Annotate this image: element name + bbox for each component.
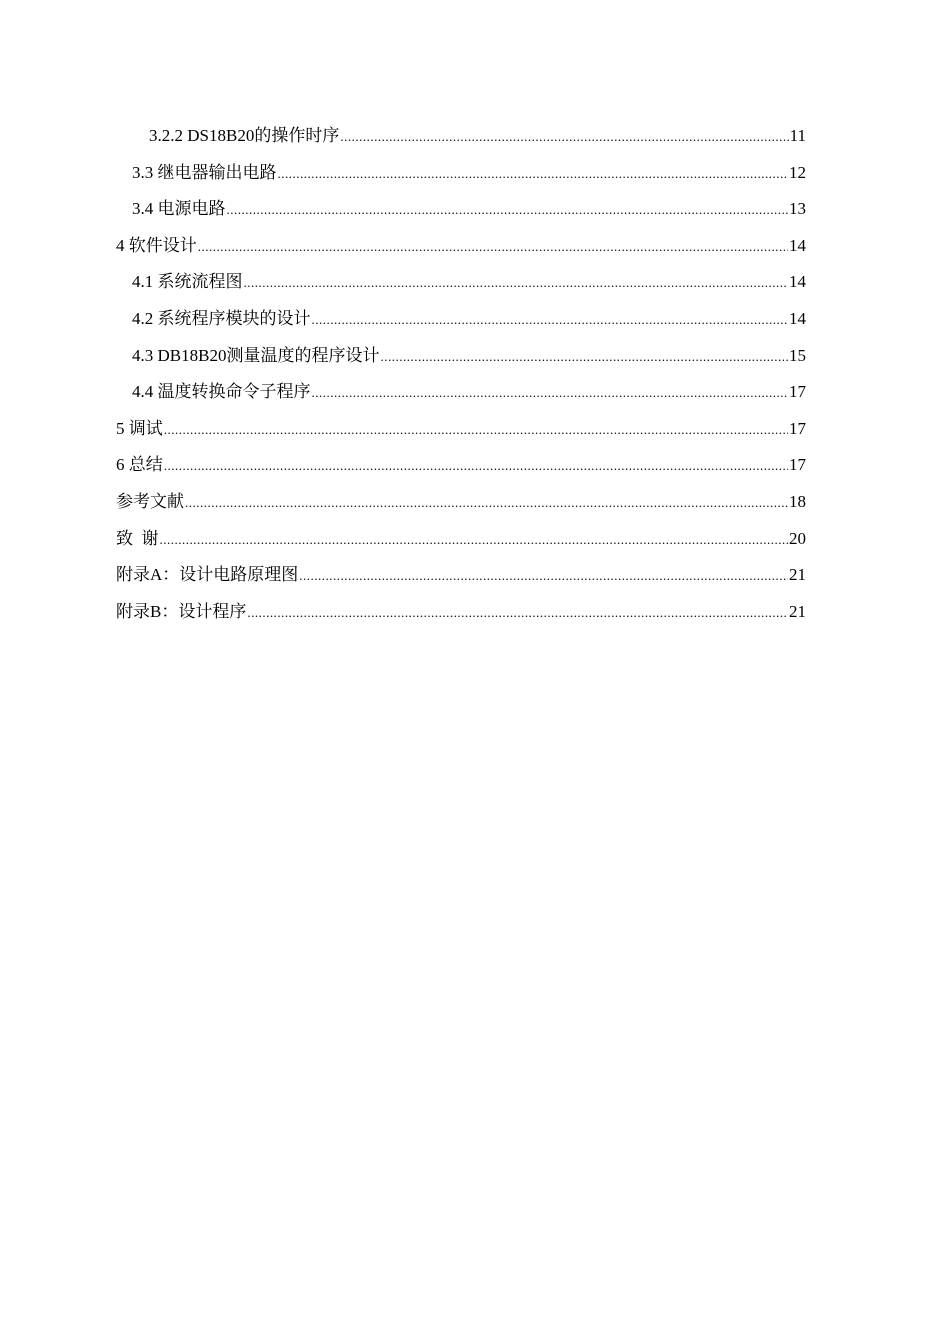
toc-dot-leader — [278, 160, 789, 188]
toc-entry-page: 11 — [789, 126, 806, 145]
toc-dot-leader — [312, 306, 789, 334]
toc-entry-page: 21 — [789, 565, 806, 585]
toc-entry-page: 14 — [789, 272, 806, 292]
toc-entry-title: 4.1 系统流程图 — [132, 272, 243, 292]
toc-dot-leader — [247, 599, 788, 627]
toc-entry-title: 3.4 电源电路 — [132, 199, 226, 219]
toc-dot-leader — [299, 562, 788, 590]
toc-entry[interactable] — [116, 342, 806, 379]
toc-entry-page: 21 — [789, 601, 806, 621]
toc-entry-title: 附录A：设计电路原理图 — [116, 565, 299, 585]
toc-entry[interactable] — [116, 305, 806, 342]
toc-entry-title: 附录B：设计程序 — [116, 601, 247, 621]
toc-dot-leader — [340, 123, 788, 151]
toc-entry-title: 致 谢 — [116, 528, 159, 548]
toc-entry-page: 17 — [789, 382, 806, 402]
toc-entry[interactable] — [116, 415, 806, 452]
toc-entry-title: 3.2.2 DS18B20的操作时序 — [149, 126, 340, 145]
toc-entry-title: 4 软件设计 — [116, 235, 197, 255]
toc-entry-page: 20 — [789, 528, 806, 548]
toc-entry[interactable] — [116, 268, 806, 305]
toc-entry-page: 14 — [789, 308, 806, 328]
toc-entry[interactable] — [116, 122, 806, 159]
toc-entry-page: 18 — [789, 491, 806, 511]
toc-entry-title: 3.3 继电器输出电路 — [132, 162, 277, 182]
toc-entry-title: 参考文献 — [116, 491, 184, 511]
toc-entry-title: 6 总结 — [116, 455, 163, 475]
toc-entry-page: 17 — [789, 418, 806, 438]
toc-entry[interactable] — [116, 561, 806, 598]
toc-entry[interactable] — [116, 195, 806, 232]
toc-dot-leader — [227, 196, 789, 224]
toc-entry-page: 14 — [789, 235, 806, 255]
toc-dot-leader — [380, 343, 788, 371]
toc-entry[interactable] — [116, 598, 806, 635]
toc-entry[interactable] — [116, 159, 806, 196]
toc-entry-page: 17 — [789, 455, 806, 475]
toc-entry-page: 12 — [789, 162, 806, 182]
toc-entry[interactable] — [116, 525, 806, 562]
toc-entry-title: 4.3 DB18B20测量温度的程序设计 — [132, 345, 380, 365]
toc-entry-title: 4.2 系统程序模块的设计 — [132, 308, 311, 328]
toc-dot-leader — [164, 452, 788, 480]
toc-dot-leader — [244, 269, 789, 297]
toc-entry[interactable] — [116, 232, 806, 269]
toc-dot-leader — [312, 379, 789, 407]
toc-entry[interactable] — [116, 451, 806, 488]
toc-dot-leader — [185, 489, 788, 517]
toc-entry-page: 15 — [789, 345, 806, 365]
table-of-contents — [116, 122, 806, 634]
toc-dot-leader — [164, 416, 788, 444]
toc-dot-leader — [198, 233, 788, 261]
toc-entry-page: 13 — [789, 199, 806, 219]
toc-entry-title: 5 调试 — [116, 418, 163, 438]
toc-entry-title: 4.4 温度转换命令子程序 — [132, 382, 311, 402]
toc-entry[interactable] — [116, 378, 806, 415]
toc-entry[interactable] — [116, 488, 806, 525]
toc-dot-leader — [160, 526, 789, 554]
